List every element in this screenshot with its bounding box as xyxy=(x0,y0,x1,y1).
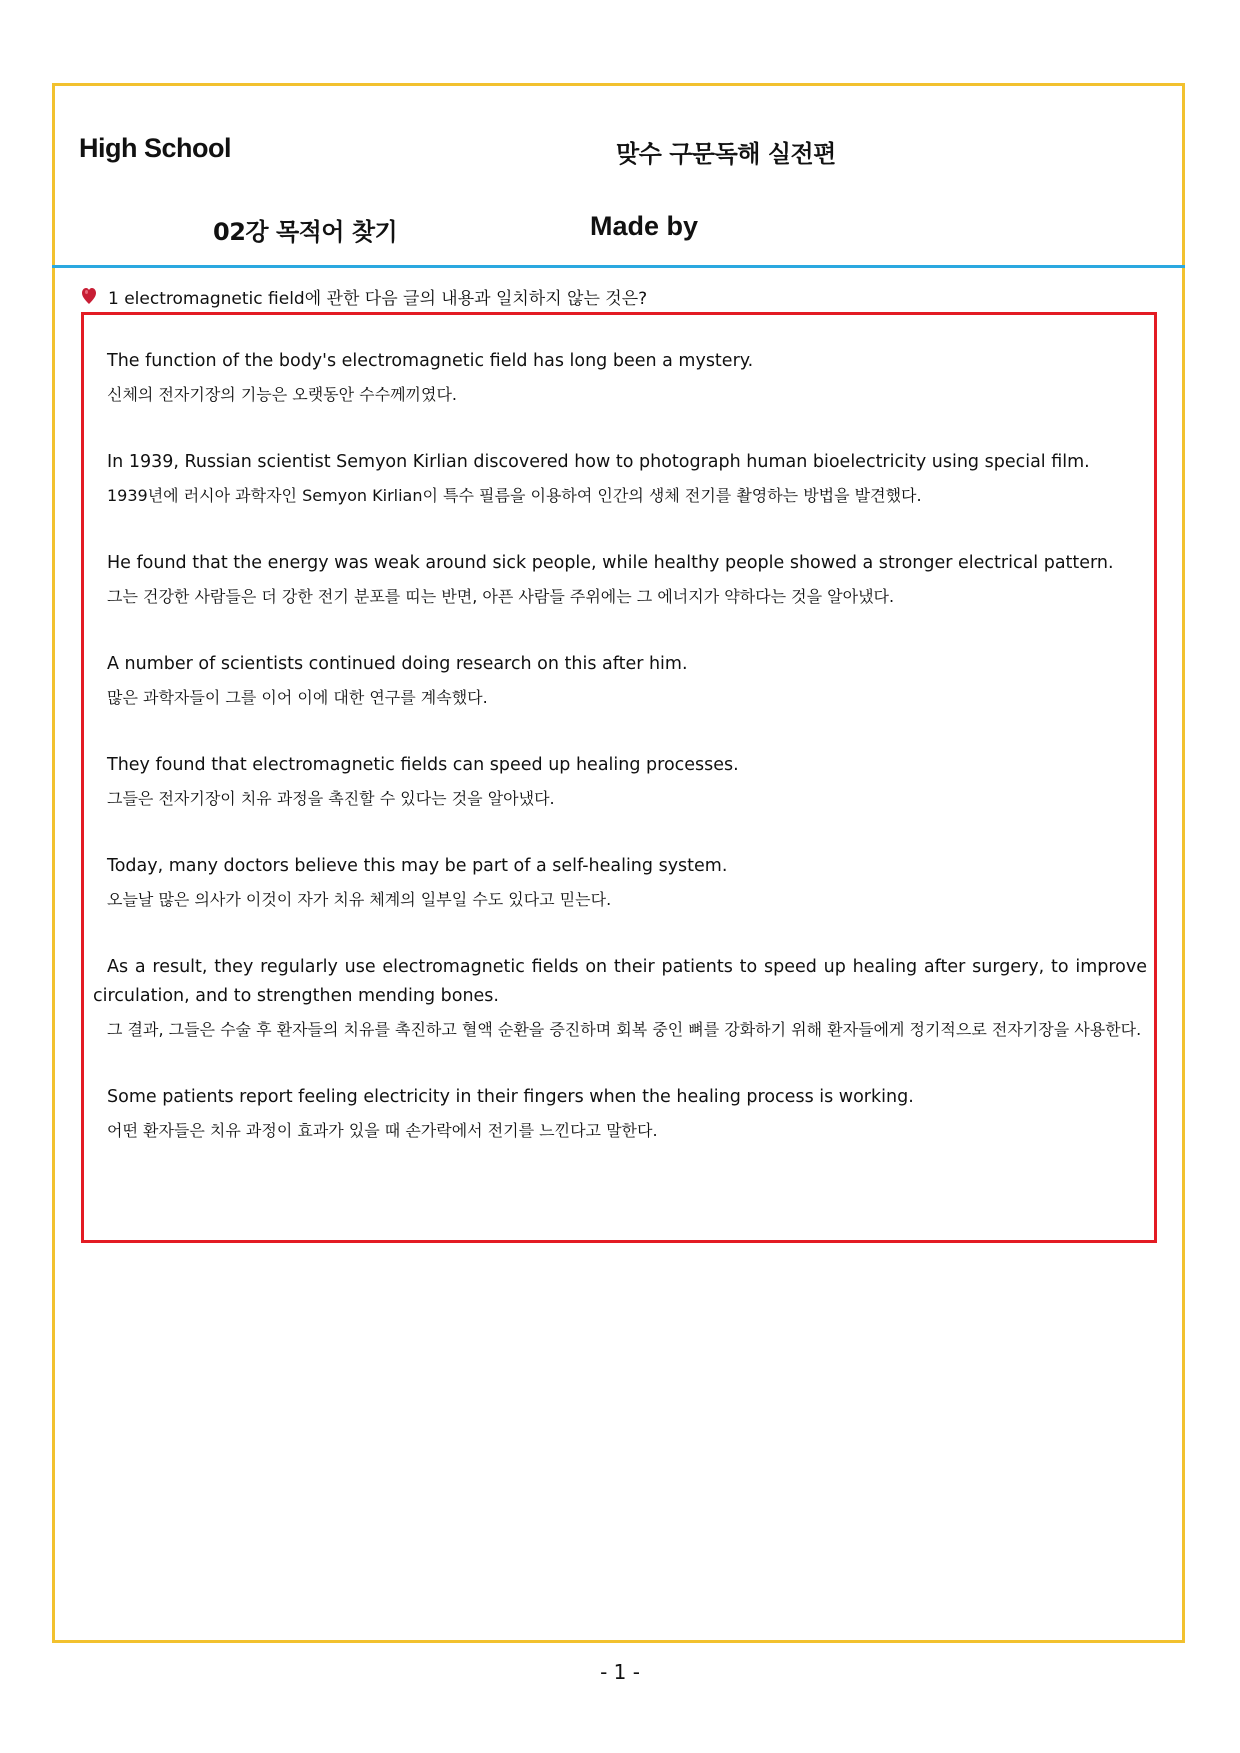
header-series-title: 맞수 구문독해 실전편 xyxy=(616,140,836,168)
english-sentence: He found that the energy was weak around sick people, while healthy people showed a stronger electrical pattern. xyxy=(107,553,1114,573)
korean-translation: 그들은 전자기장이 치유 과정을 촉진할 수 있다는 것을 알아냈다. xyxy=(107,789,555,808)
english-sentence: As a result, they regularly use electromagnetic fields on their patients to speed up healing after surgery, to improve circulation, and to strengthen mending bones. xyxy=(93,957,1147,1006)
korean-translation: 어떤 환자들은 치유 과정이 효과가 있을 때 손가락에서 전기를 느낀다고 말한다. xyxy=(107,1121,658,1140)
sentence-pair-5 xyxy=(93,751,1147,813)
english-sentence: Some patients report feeling electricity in their fingers when the healing process is working. xyxy=(107,1087,914,1107)
passage xyxy=(93,347,1147,1184)
korean-translation: 신체의 전자기장의 기능은 오랫동안 수수께끼였다. xyxy=(107,385,458,404)
sentence-pair-7 xyxy=(93,953,1147,1044)
english-sentence: They found that electromagnetic fields can speed up healing processes. xyxy=(107,755,739,775)
sentence-pair-3 xyxy=(93,549,1147,611)
header-lesson-title: 02강 목적어 찾기 xyxy=(213,218,398,246)
korean-translation: 1939년에 러시아 과학자인 Semyon Kirlian이 특수 필름을 이용하여 인간의 생체 전기를 촬영하는 방법을 발견했다. xyxy=(107,486,922,505)
sentence-pair-2 xyxy=(93,448,1147,510)
sentence-pair-1 xyxy=(93,347,1147,409)
question-line xyxy=(82,284,647,309)
sentence-pair-8 xyxy=(93,1083,1147,1145)
sentence-pair-4 xyxy=(93,650,1147,712)
english-sentence: In 1939, Russian scientist Semyon Kirlian discovered how to photograph human bioelectricity using special film. xyxy=(107,452,1090,472)
korean-translation: 그는 건강한 사람들은 더 강한 전기 분포를 띠는 반면, 아픈 사람들 주위에는 그 에너지가 약하다는 것을 알아냈다. xyxy=(107,587,895,606)
korean-translation: 오늘날 많은 의사가 이것이 자가 치유 체계의 일부일 수도 있다고 믿는다. xyxy=(107,890,612,909)
sentence-pair-6 xyxy=(93,852,1147,914)
header-level: High School xyxy=(79,133,231,163)
english-sentence: A number of scientists continued doing research on this after him. xyxy=(107,654,688,674)
english-sentence: The function of the body's electromagnetic field has long been a mystery. xyxy=(107,351,754,371)
header-divider xyxy=(52,265,1185,268)
question-text: 1 electromagnetic field에 관한 다음 글의 내용과 일치하지 않는 것은? xyxy=(108,289,648,309)
english-sentence: Today, many doctors believe this may be part of a self-healing system. xyxy=(107,856,728,876)
page-number: - 1 - xyxy=(600,1660,640,1684)
header-made-by: Made by xyxy=(590,211,699,241)
red-heart-bullet-icon xyxy=(82,288,96,305)
korean-translation: 많은 과학자들이 그를 이어 이에 대한 연구를 계속했다. xyxy=(107,688,488,707)
korean-translation: 그 결과, 그들은 수술 후 환자들의 치유를 촉진하고 혈액 순환을 증진하며 회복 중인 뼈를 강화하기 위해 환자들에게 정기적으로 전자기장을 사용한다. xyxy=(107,1020,1142,1039)
